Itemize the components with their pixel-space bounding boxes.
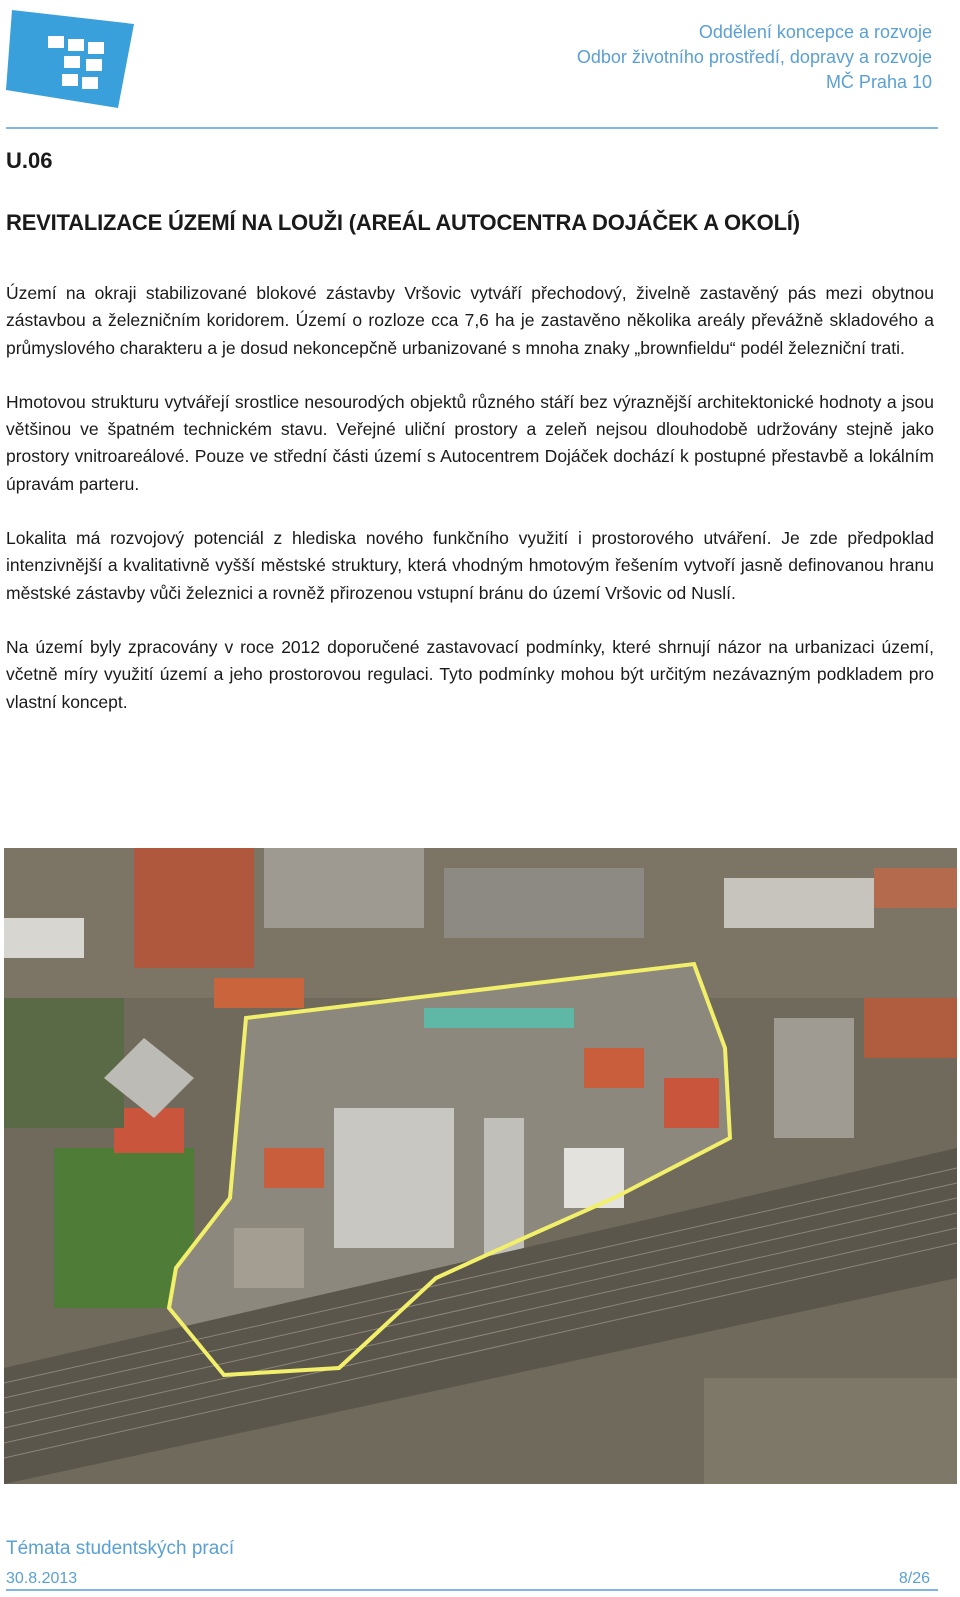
footer-divider (6, 1589, 938, 1591)
header-office: Odbor životního prostředí, dopravy a rozvoje (576, 47, 932, 67)
paragraph: Na území byly zpracovány v roce 2012 doporučené zastavovací podmínky, které shrnují názor na urbanizaci území, včetně míry využití území a jeho prostorovou regulaci. Tyto podmínky mohou být určitým nezávazným podkladem pro vlastní koncept. (6, 636, 934, 712)
page-number: 8/26 (898, 1570, 930, 1587)
praha10-logo-icon (6, 6, 134, 108)
page-header (577, 20, 932, 95)
footer-title: Témata studentských prací (6, 1538, 235, 1559)
header-divider (6, 127, 938, 129)
paragraph: Lokalita má rozvojový potenciál z hlediska nového funkčního využití i prostorového utváření. Je zde předpoklad intenzivnější a kvalitativně vyšší městské struktury, která vhodným hmotovým řešením vytvoří jasně definovanou hranu městské zástavby vůči železnici a rovněž přirozenou vstupní bránu do území Vršovic od Nuslí. (6, 528, 934, 603)
aerial-photo (4, 848, 957, 1484)
footer-date: 30.8.2013 (6, 1570, 78, 1587)
section-code: U.06 (6, 148, 53, 173)
paragraph: Území na okraji stabilizované blokové zástavby Vršovic vytváří přechodový, živelně zastavěný pás mezi obytnou zástavbou a železničním koridorem. Území o rozloze cca 7,6 ha je zastavěno několika areály převážně skladového a průmyslového charakteru a je dosud nekoncepčně urbanizované s mnoha znaky „brownfieldu“ podél železniční trati. (6, 283, 934, 358)
header-department: Oddělení koncepce a rozvoje (698, 22, 932, 42)
section-title: REVITALIZACE ÚZEMÍ NA LOUŽI (AREÁL AUTOCENTRA DOJÁČEK A OKOLÍ) (6, 210, 800, 235)
body-text (6, 280, 934, 743)
paragraph: Hmotovou strukturu vytvářejí srostlice nesourodých objektů různého stáří bez výraznější architektonické hodnoty a jsou většinou ve špatném technickém stavu. Veřejné uliční prostory a zeleň nejsou dlouhodobě udržovány stejně jako prostory vnitroareálové. Pouze ve střední části území s Autocentrem Dojáček dochází k postupné přestavbě a lokálním úpravám parteru. (6, 391, 934, 494)
header-district: MČ Praha 10 (825, 72, 932, 92)
